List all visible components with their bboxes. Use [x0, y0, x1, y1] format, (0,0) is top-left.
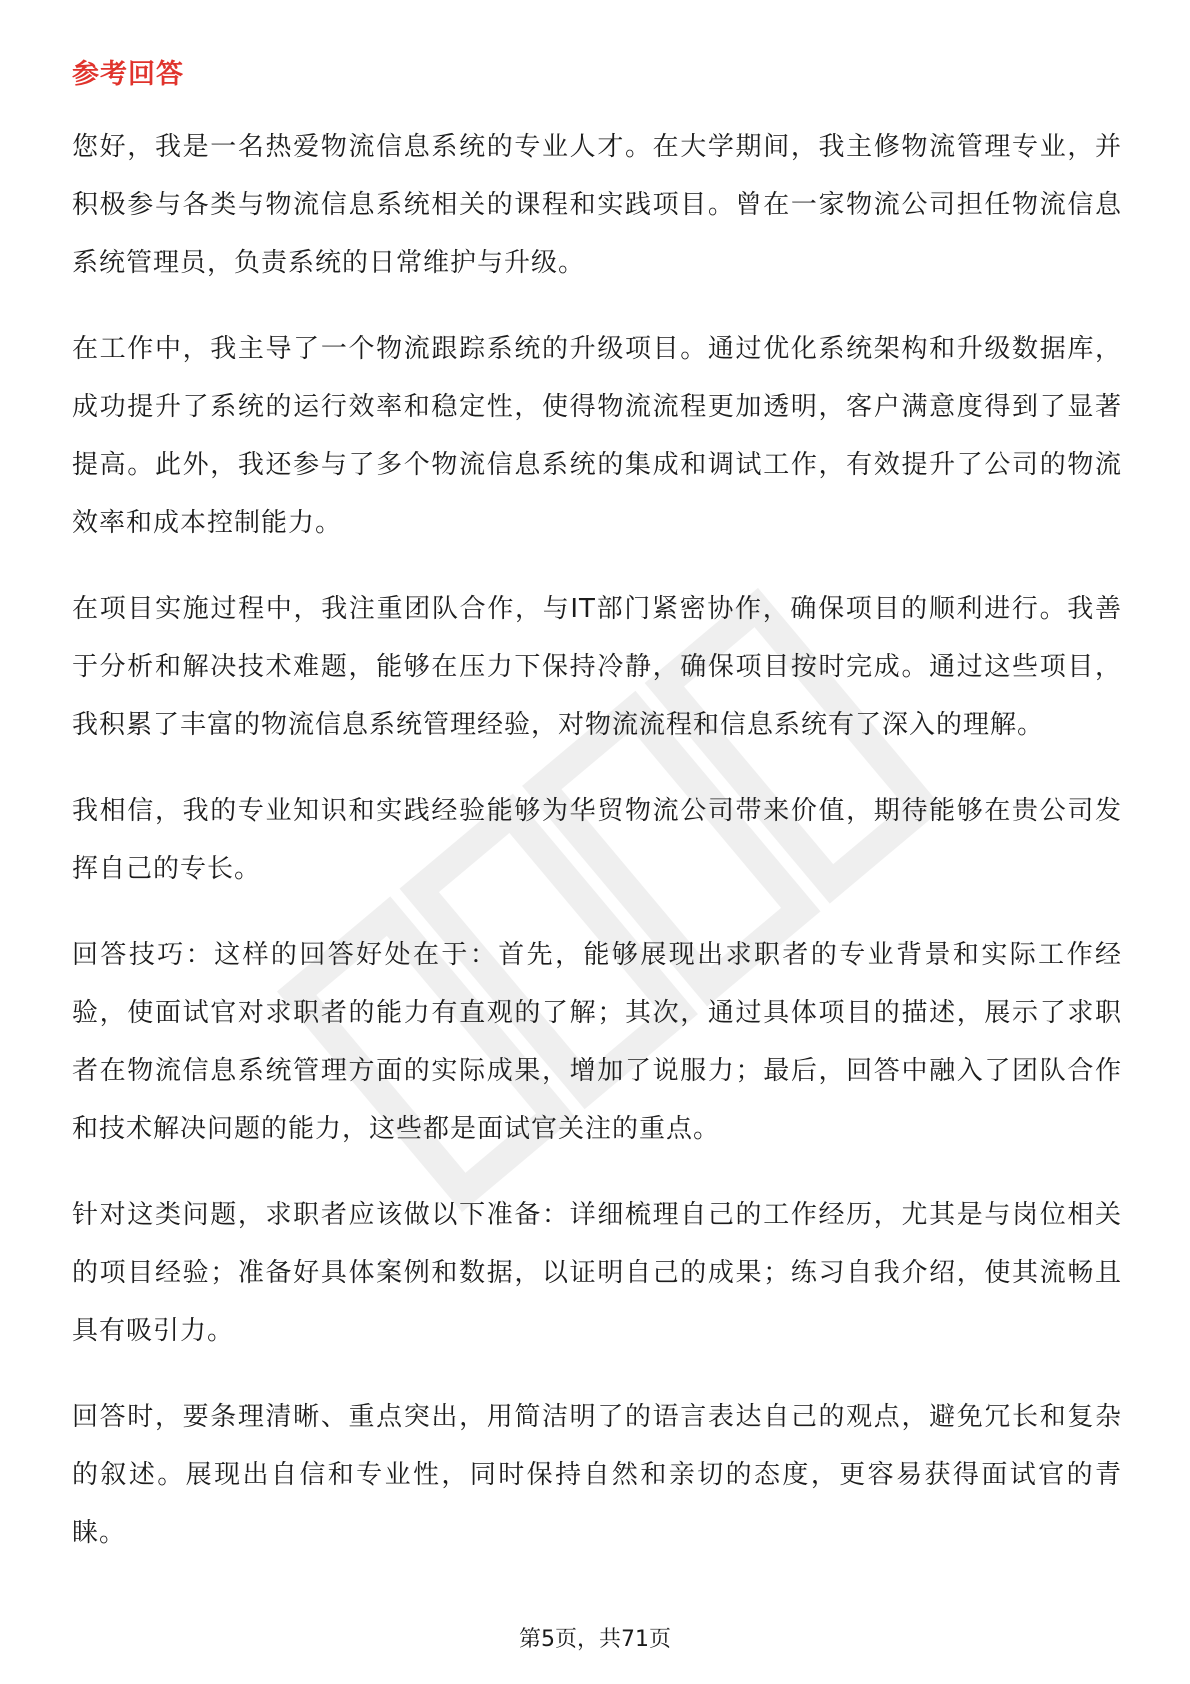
page-heading: 参考回答 [72, 59, 184, 90]
paragraph-intro: 您好，我是一名热爱物流信息系统的专业人才。在大学期间，我主修物流管理专业，并积极参与各类与物流信息系统相关的课程和实践项目。曾在一家物流公司担任物流信息系统管理员，负责系统的日常维护与升级。 [72, 132, 1122, 278]
page-number: 第5页，共71页 [519, 1627, 671, 1652]
paragraph-project: 在项目实施过程中，我注重团队合作，与IT部门紧密协作，确保项目的顺利进行。我善于分析和解决技术难题，能够在压力下保持冷静，确保项目按时完成。通过这些项目，我积累了丰富的物流信息系统管理经验，对物流流程和信息系统有了深入的理解。 [72, 594, 1122, 740]
paragraph-tips: 回答技巧：这样的回答好处在于：首先，能够展现出求职者的专业背景和实际工作经验，使面试官对求职者的能力有直观的了解；其次，通过具体项目的描述，展示了求职者在物流信息系统管理方面的实际成果，增加了说服力；最后，回答中融入了团队合作和技术解决问题的能力，这些都是面试官关注的重点。 [72, 940, 1122, 1144]
paragraph-preparation: 针对这类问题，求职者应该做以下准备：详细梳理自己的工作经历，尤其是与岗位相关的项目经验；准备好具体案例和数据，以证明自己的成果；练习自我介绍，使其流畅且具有吸引力。 [72, 1200, 1122, 1346]
paragraph-closing: 我相信，我的专业知识和实践经验能够为华贸物流公司带来价值，期待能够在贵公司发挥自己的专长。 [72, 796, 1122, 884]
paragraph-delivery: 回答时，要条理清晰、重点突出，用简洁明了的语言表达自己的观点，避免冗长和复杂的叙述。展现出自信和专业性，同时保持自然和亲切的态度，更容易获得面试官的青睐。 [72, 1402, 1122, 1548]
paragraph-work: 在工作中，我主导了一个物流跟踪系统的升级项目。通过优化系统架构和升级数据库，成功提升了系统的运行效率和稳定性，使得物流流程更加透明，客户满意度得到了显著提高。此外，我还参与了多个物流信息系统的集成和调试工作，有效提升了公司的物流效率和成本控制能力。 [72, 334, 1122, 538]
answer-body [72, 118, 1122, 1590]
